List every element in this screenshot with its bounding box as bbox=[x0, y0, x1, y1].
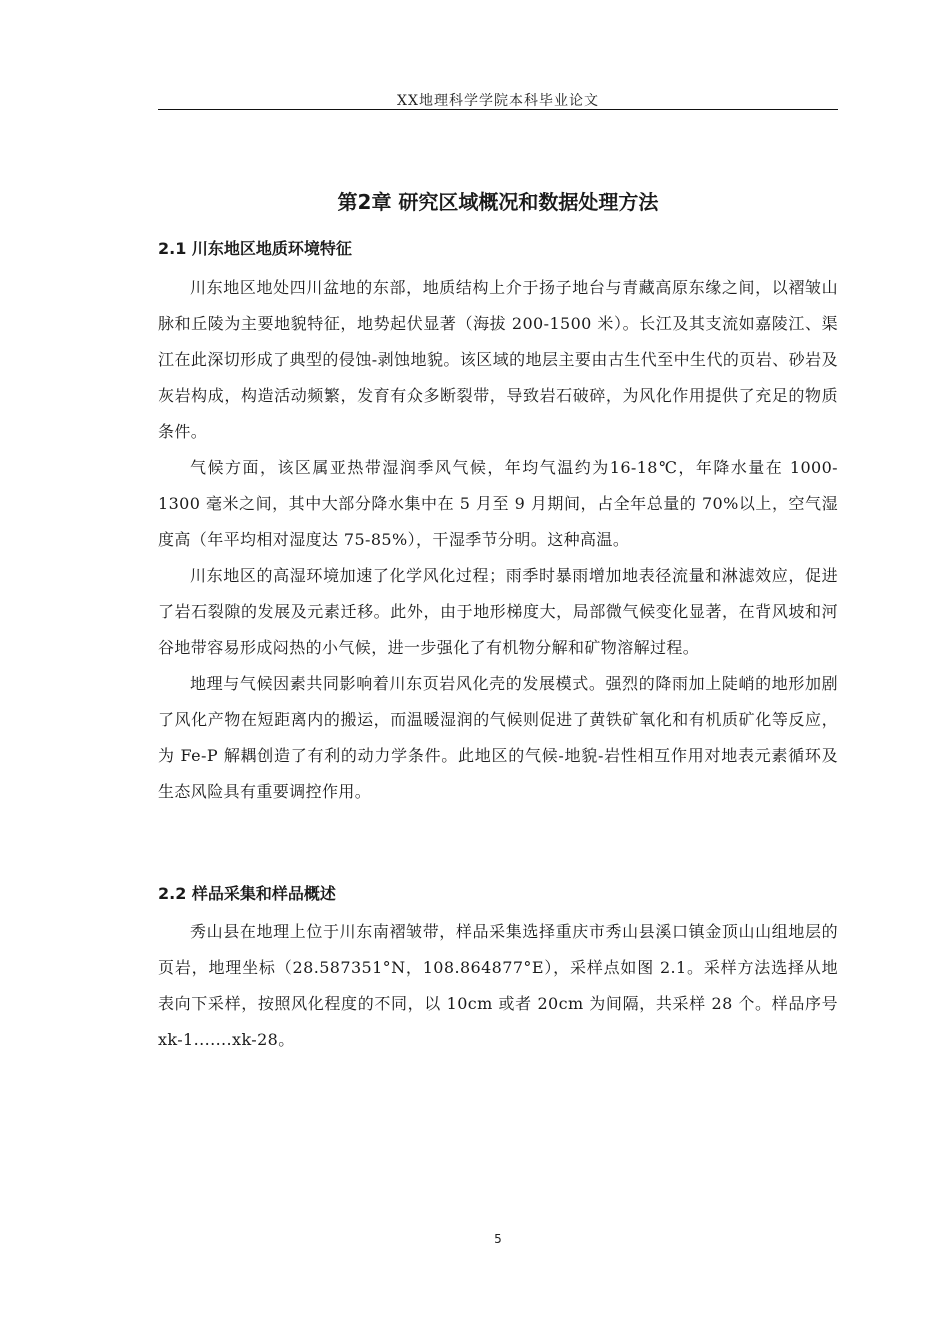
page-number: 5 bbox=[494, 1232, 502, 1246]
chapter-title: 第2章 研究区域概况和数据处理方法 bbox=[337, 190, 659, 214]
section-2-2-body bbox=[158, 914, 838, 1058]
section-heading-2-1: 2.1 川东地区地质环境特征 bbox=[158, 239, 352, 258]
paragraph: 秀山县在地理上位于川东南褶皱带，样品采集选择重庆市秀山县溪口镇金顶山山组地层的页岩，地理坐标（28.587351°N，108.864877°E），采样点如图 2.1。采样方法选择从地表向下采样，按照风化程度的不同，以 10cm 或者 20cm 为间隔，共采样 28 个。样品序号 xk-1.......xk-28。 bbox=[158, 922, 838, 1049]
header-divider bbox=[158, 109, 838, 110]
section-heading-2-2: 2.2 样品采集和样品概述 bbox=[158, 884, 336, 903]
paragraph: 气候方面，该区属亚热带湿润季风气候，年均气温约为16-18℃，年降水量在 1000-1300 毫米之间，其中大部分降水集中在 5 月至 9 月期间，占全年总量的 70%以上，空气湿度高（年平均相对湿度达 75-85%），干湿季节分明。这种高温。 bbox=[158, 458, 838, 549]
paragraph: 川东地区地处四川盆地的东部，地质结构上介于扬子地台与青藏高原东缘之间，以褶皱山脉和丘陵为主要地貌特征，地势起伏显著（海拔 200-1500 米）。长江及其支流如嘉陵江、渠江在此深切形成了典型的侵蚀-剥蚀地貌。该区域的地层主要由古生代至中生代的页岩、砂岩及灰岩构成，构造活动频繁，发育有众多断裂带，导致岩石破碎，为风化作用提供了充足的物质条件。 bbox=[158, 278, 838, 441]
paragraph: 川东地区的高湿环境加速了化学风化过程；雨季时暴雨增加地表径流量和淋滤效应，促进了岩石裂隙的发展及元素迁移。此外，由于地形梯度大，局部微气候变化显著，在背风坡和河谷地带容易形成闷热的小气候，进一步强化了有机物分解和矿物溶解过程。 bbox=[158, 566, 838, 657]
paragraph: 地理与气候因素共同影响着川东页岩风化壳的发展模式。强烈的降雨加上陡峭的地形加剧了风化产物在短距离内的搬运，而温暖湿润的气候则促进了黄铁矿氧化和有机质矿化等反应，为 Fe-P 解耦创造了有利的动力学条件。此地区的气候-地貌-岩性相互作用对地表元素循环及生态风险具有重要调控作用。 bbox=[158, 674, 838, 801]
running-header: XX地理科学学院本科毕业论文 bbox=[397, 93, 599, 109]
section-2-1-body bbox=[158, 270, 838, 810]
